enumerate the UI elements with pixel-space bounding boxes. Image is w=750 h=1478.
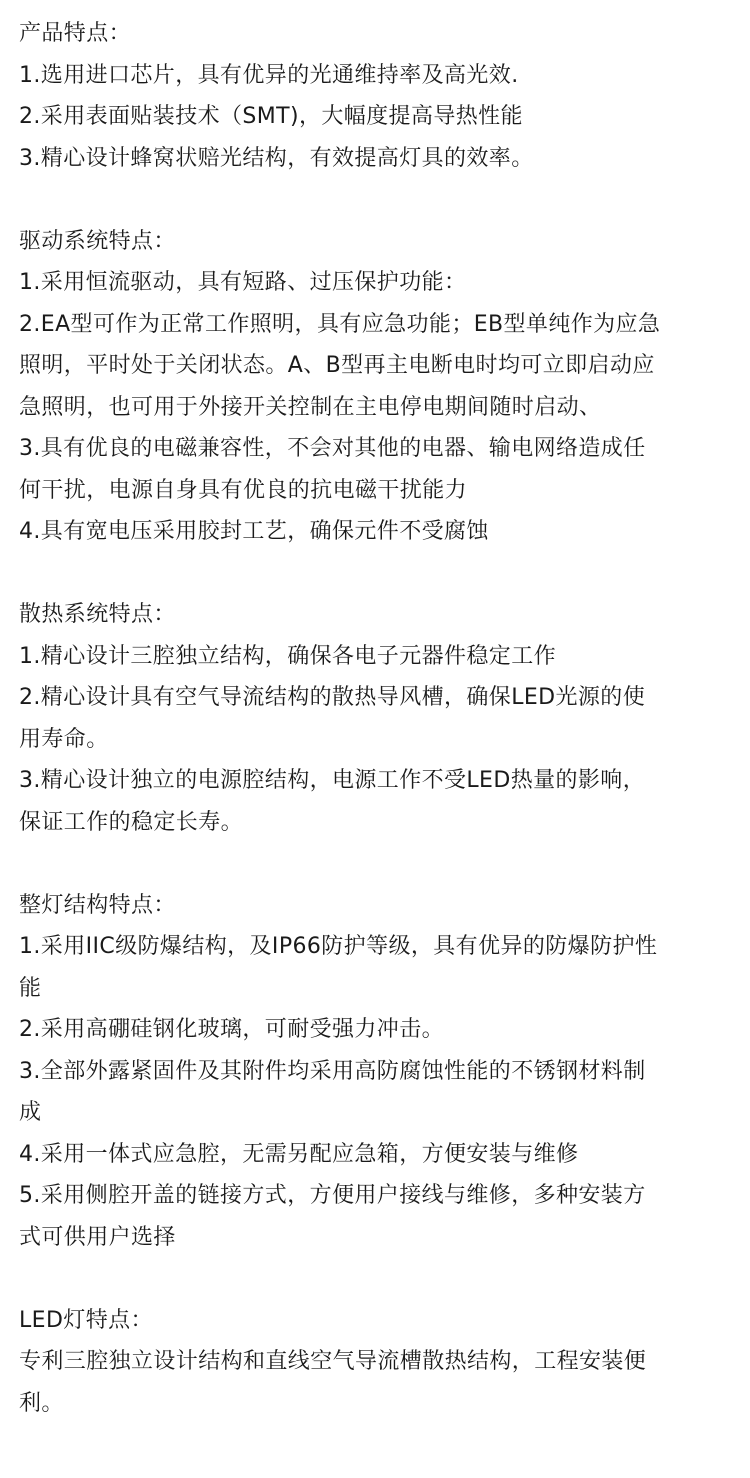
feature-line: 急照明，也可用于外接开关控制在主电停电期间随时启动、 bbox=[19, 394, 602, 420]
feature-line: 1.采用恒流驱动，具有短路、过压保护功能： bbox=[19, 270, 467, 295]
section-product-features bbox=[19, 13, 734, 179]
feature-line: 3.精心设计独立的电源腔结构，电源工作不受LED热量的影响， bbox=[19, 768, 646, 793]
feature-line: 4.具有宽电压采用胶封工艺，确保元件不受腐蚀 bbox=[19, 519, 489, 544]
feature-list bbox=[19, 636, 734, 844]
section-heading: LED灯特点： bbox=[19, 1307, 153, 1333]
feature-line: 2.采用表面贴装技术（SMT)，大幅度提高导热性能 bbox=[19, 104, 523, 129]
feature-line: 保证工作的稳定长寿。 bbox=[19, 809, 244, 835]
feature-list bbox=[19, 926, 734, 1258]
feature-line: 2.精心设计具有空气导流结构的散热导风槽，确保LED光源的使 bbox=[19, 685, 646, 710]
feature-line: 1.采用IIC级防爆结构，及IP66防护等级，具有优异的防爆防护性 bbox=[19, 934, 658, 959]
section-led-lamp-features bbox=[19, 1300, 734, 1425]
section-heat-dissipation-features bbox=[19, 594, 734, 843]
feature-line: 用寿命。 bbox=[19, 726, 109, 752]
feature-list bbox=[19, 55, 734, 180]
feature-line: 2.采用高硼硅钢化玻璃，可耐受强力冲击。 bbox=[19, 1017, 444, 1042]
feature-list bbox=[19, 1341, 734, 1424]
feature-line: 3.精心设计蜂窝状赔光结构，有效提高灯具的效率。 bbox=[19, 145, 534, 171]
feature-line: 5.采用侧腔开盖的链接方式，方便用户接线与维修，多种安装方 bbox=[19, 1183, 646, 1208]
feature-list bbox=[19, 262, 734, 553]
section-heading: 散热系统特点： bbox=[19, 602, 176, 627]
feature-line: 1.精心设计三腔独立结构，确保各电子元器件稳定工作 bbox=[19, 643, 556, 669]
section-heading: 产品特点： bbox=[19, 21, 132, 46]
section-heading: 整灯结构特点： bbox=[19, 892, 176, 918]
feature-line: 能 bbox=[19, 975, 42, 1001]
feature-line: 专利三腔独立设计结构和直线空气导流槽散热结构，工程安装便 bbox=[19, 1349, 647, 1374]
feature-line: 3.全部外露紧固件及其附件均采用高防腐蚀性能的不锈钢材料制 bbox=[19, 1058, 646, 1084]
feature-line: 1.选用进口芯片，具有优异的光通维持率及高光效. bbox=[19, 62, 519, 88]
feature-line: 成 bbox=[19, 1100, 42, 1125]
feature-line: 4.采用一体式应急腔，无需另配应急箱，方便安装与维修 bbox=[19, 1141, 579, 1167]
feature-line: 3.具有优良的电磁兼容性，不会对其他的电器、输电网络造成任 bbox=[19, 436, 646, 461]
feature-line: 式可供用户选择 bbox=[19, 1224, 176, 1250]
feature-line: 利。 bbox=[19, 1390, 64, 1416]
feature-line: 照明，平时处于关闭状态。A、B型再主电断电时均可立即启动应 bbox=[19, 353, 655, 378]
section-lamp-structure-features bbox=[19, 885, 734, 1259]
feature-line: 何干扰，电源自身具有优良的抗电磁干扰能力 bbox=[19, 477, 468, 503]
section-driver-system-features bbox=[19, 221, 734, 553]
section-heading: 驱动系统特点： bbox=[19, 228, 176, 254]
feature-line: 2.EA型可作为正常工作照明，具有应急功能；EB型单纯作为应急 bbox=[19, 311, 661, 337]
